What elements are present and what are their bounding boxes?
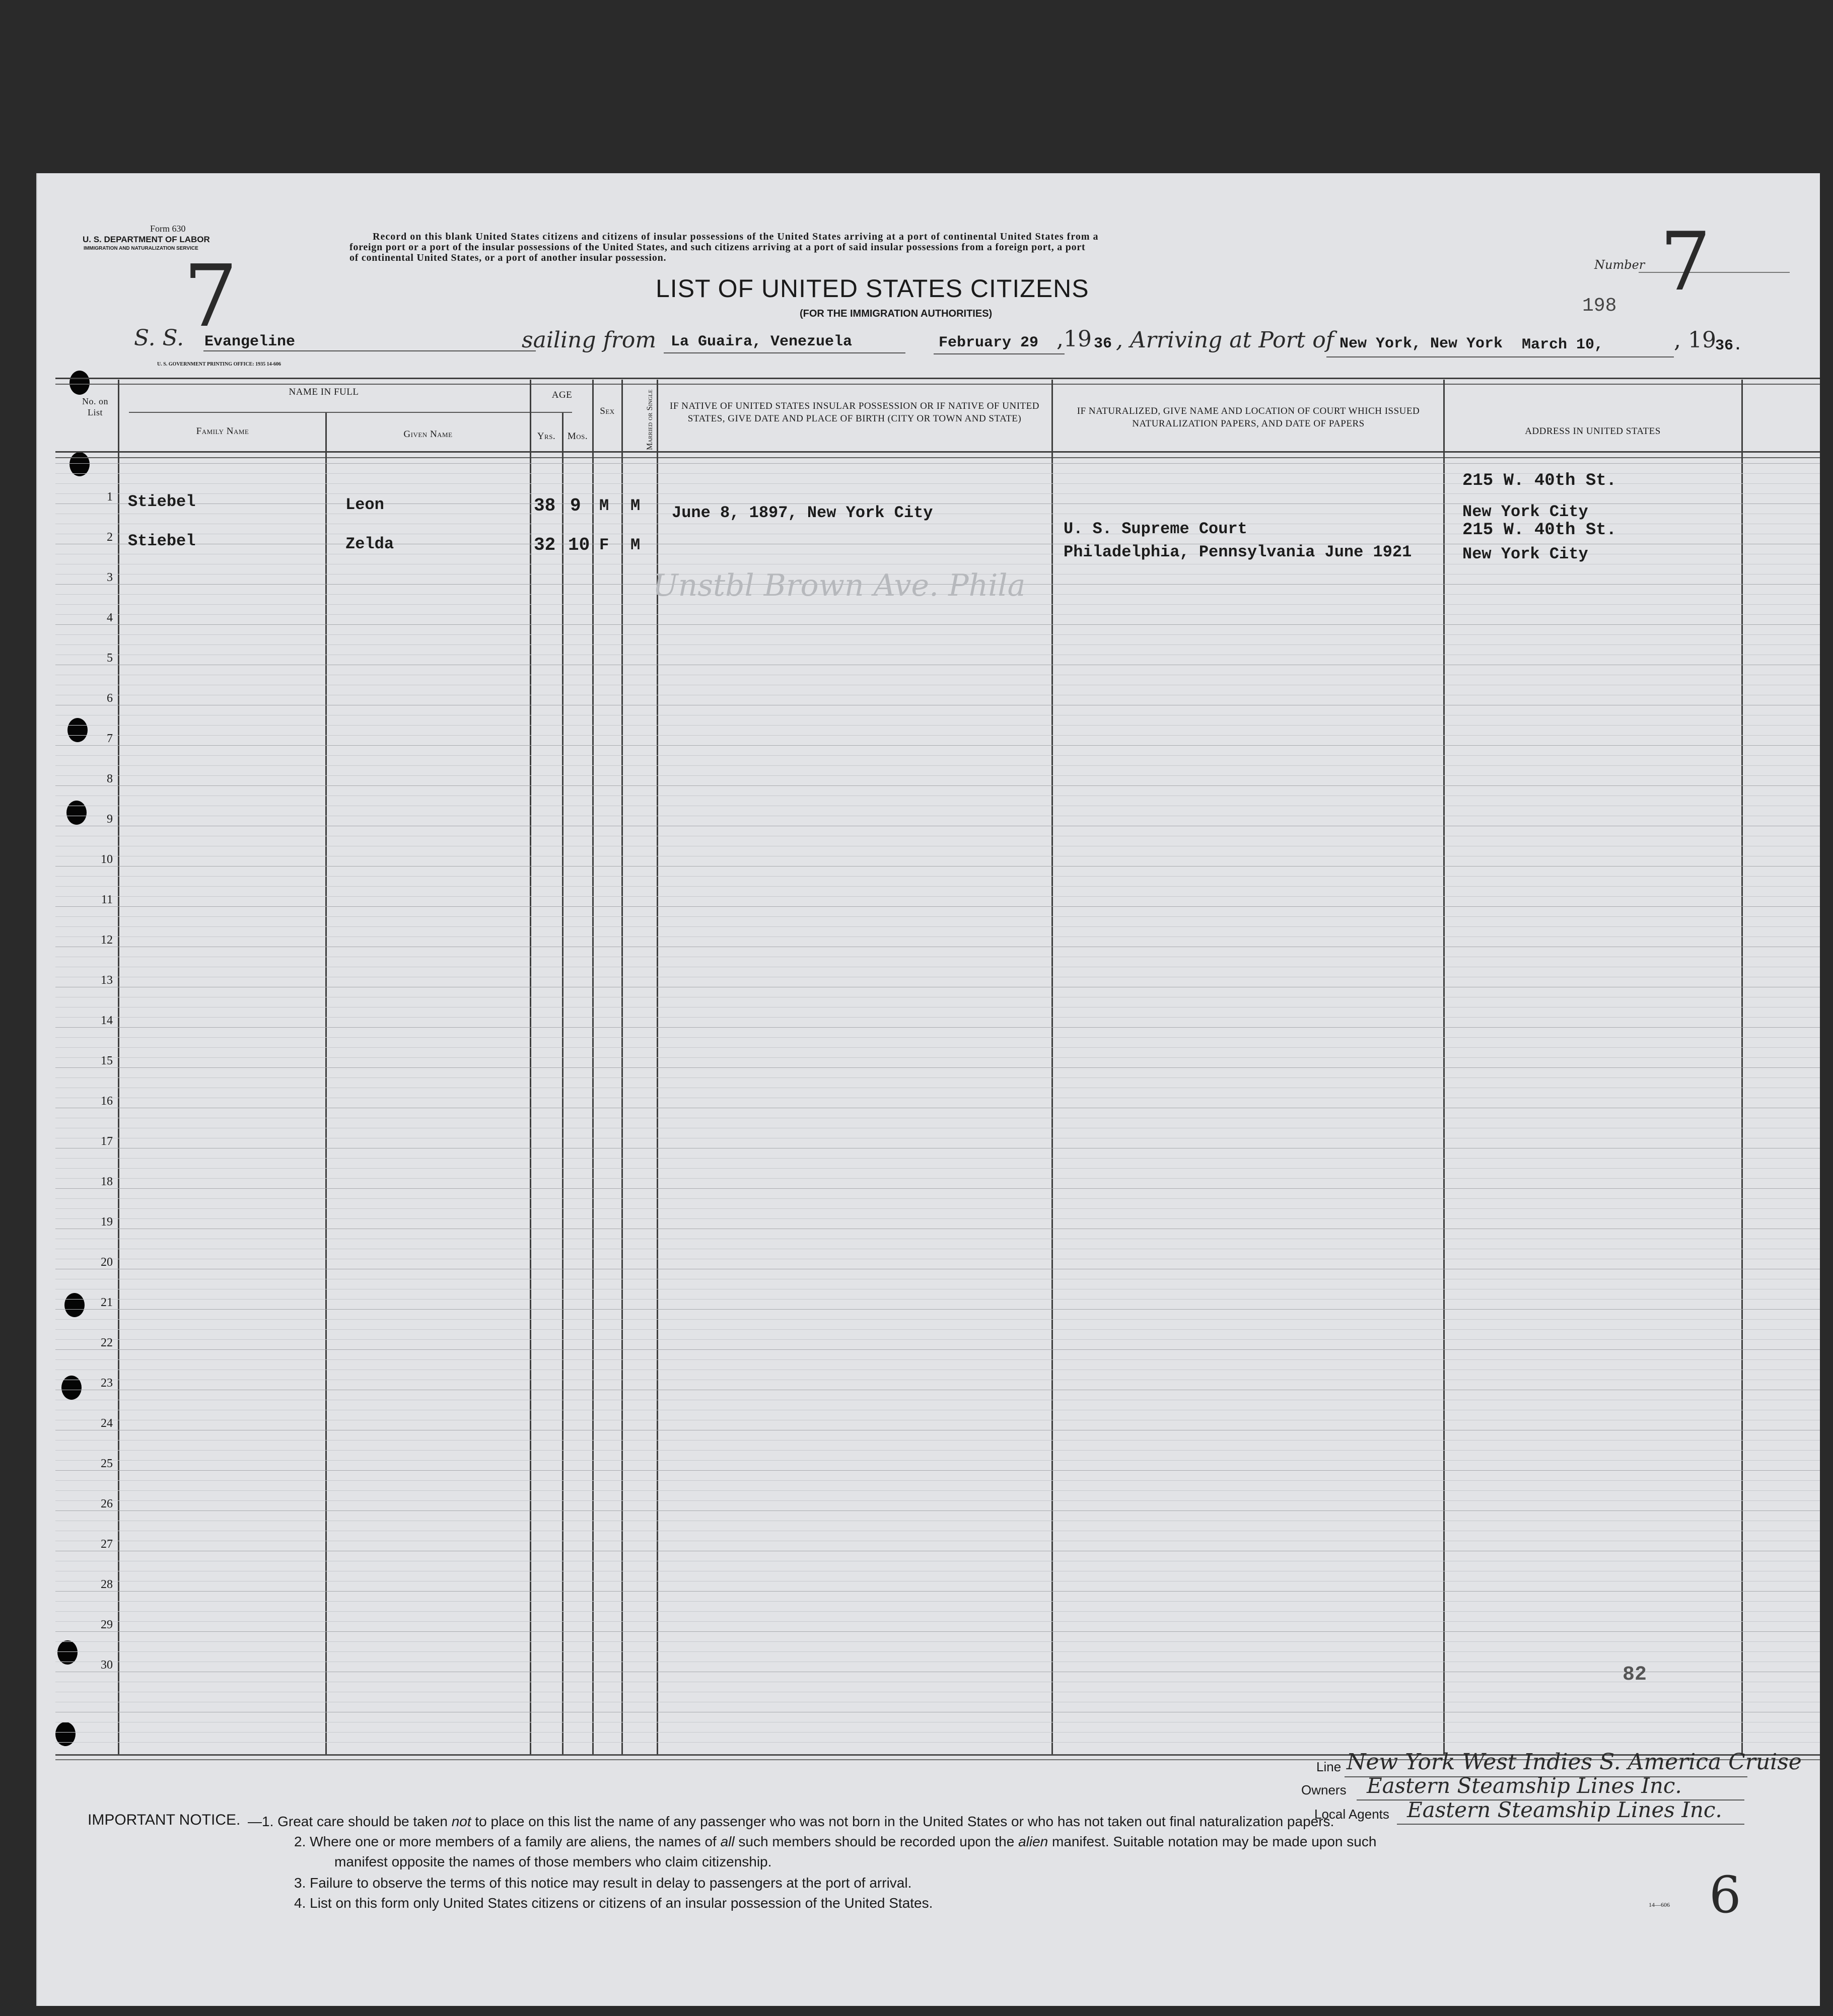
page-mark: 82 <box>1623 1664 1647 1686</box>
ruled-line <box>55 1178 1820 1179</box>
row-number: 16 <box>101 1095 113 1108</box>
notice-2-start: 2. Where one or more members of a family are aliens, the names of <box>294 1834 717 1849</box>
ruled-line <box>55 1591 1820 1592</box>
punch-hole <box>57 1640 78 1665</box>
ruled-line <box>55 614 1820 615</box>
agents-underline <box>1397 1824 1744 1825</box>
ruled-line <box>55 1329 1820 1330</box>
ruled-line <box>55 735 1820 736</box>
entry-1-mos: 9 <box>570 495 581 516</box>
ruled-line <box>55 1027 1820 1028</box>
service: IMMIGRATION AND NATURALIZATION SERVICE <box>84 246 198 251</box>
row-number: 15 <box>101 1054 113 1067</box>
ruled-line <box>55 765 1820 766</box>
row-number: 12 <box>101 933 113 947</box>
ruled-line <box>55 1168 1820 1169</box>
ruled-line <box>55 1631 1820 1632</box>
row-number: 19 <box>101 1215 113 1229</box>
col-head-age: AGE <box>551 390 573 400</box>
agents-label: Local Agents <box>1314 1807 1389 1822</box>
col-head-naturalized: IF NATURALIZED, GIVE NAME AND LOCATION OF COURT WHICH ISSUED NATURALIZATION PAPERS, AND DATE OF PAPERS <box>1077 406 1420 429</box>
manifest-sheet <box>36 173 1820 2006</box>
instructions-line-2: foreign port or a port of the insular possessions of the United States, and such citizens arriving at a port of said insular possessions from a foreign port, a port <box>349 242 1086 253</box>
row-number: 1 <box>107 490 113 503</box>
page-subtitle: (FOR THE IMMIGRATION AUTHORITIES) <box>800 308 993 319</box>
owners-label: Owners <box>1301 1782 1347 1797</box>
ruled-line <box>55 1037 1820 1038</box>
ruled-line <box>55 725 1820 726</box>
entry-2-address-2: New York City <box>1462 545 1588 563</box>
ruled-line <box>55 1349 1820 1350</box>
ruled-line <box>55 1641 1820 1642</box>
entry-1-address-2: New York City <box>1462 502 1588 521</box>
entry-1-yrs: 38 <box>534 495 556 516</box>
entry-2-address-1: 215 W. 40th St. <box>1462 521 1617 540</box>
col-line <box>118 380 119 1754</box>
ruled-line <box>55 1440 1820 1441</box>
notice-2-mid: such members should be recorded upon the <box>738 1834 1015 1849</box>
age-subrule <box>531 412 572 413</box>
ruled-line <box>55 1732 1820 1733</box>
notice-title: IMPORTANT NOTICE. <box>88 1812 241 1828</box>
entry-2-family: Stiebel <box>128 532 196 550</box>
arrival-underline <box>1326 356 1674 357</box>
table-top-rule <box>55 378 1820 379</box>
ruled-line <box>55 604 1820 605</box>
row-number: 24 <box>101 1417 113 1430</box>
row-number: 7 <box>107 732 113 745</box>
punch-hole <box>69 371 90 395</box>
row-number: 27 <box>101 1538 113 1551</box>
row-number: 4 <box>107 611 113 624</box>
ruled-line <box>55 1480 1820 1481</box>
arrival-year: 36. <box>1715 337 1743 354</box>
ruled-line <box>55 1510 1820 1511</box>
row-number: 17 <box>101 1135 113 1148</box>
ruled-line <box>55 1470 1820 1471</box>
row-number: 6 <box>107 692 113 705</box>
ss-label: S. S. <box>134 325 184 351</box>
col-head-yrs: Yrs. <box>537 431 556 442</box>
ruled-line <box>55 1319 1820 1320</box>
ruled-line <box>55 1218 1820 1219</box>
corner-mark: 7 <box>183 247 238 346</box>
entry-2-mos: 10 <box>568 535 590 555</box>
ship-name: Evangeline <box>204 333 296 350</box>
entry-2-yrs: 32 <box>534 535 556 555</box>
col-head-married: Married or Single <box>646 389 654 450</box>
ruled-line <box>55 1188 1820 1189</box>
ruled-line <box>55 1309 1820 1310</box>
col-head-sex: Sex <box>600 406 615 416</box>
entry-1-birth: June 8, 1897, New York City <box>672 503 933 522</box>
instructions-line-3: of continental United States, or a port of another insular possession. <box>349 252 667 263</box>
arrival-port: New York, New York <box>1340 335 1503 352</box>
entry-2-court-2: Philadelphia, Pennsylvania June 1921 <box>1064 543 1412 561</box>
notice-2-cont: manifest opposite the names of those members who claim citizenship. <box>334 1854 772 1869</box>
ruled-line <box>55 463 1820 464</box>
col-head-family: Family Name <box>196 426 249 437</box>
ruled-line <box>55 1742 1820 1743</box>
ruled-line <box>55 896 1820 897</box>
punch-hole <box>64 1293 85 1317</box>
ruled-line <box>55 1601 1820 1602</box>
ship-underline <box>203 350 536 351</box>
header-bottom-rule-2 <box>55 457 1820 458</box>
notice-1-not: not <box>451 1814 471 1829</box>
sail-year-prefix: ,19 <box>1056 326 1092 352</box>
punch-hole <box>69 452 90 476</box>
ruled-line <box>55 1611 1820 1612</box>
ruled-line <box>55 876 1820 877</box>
ruled-line <box>55 1651 1820 1652</box>
row-number: 11 <box>101 893 113 906</box>
sail-year: 36 <box>1094 335 1112 352</box>
row-number: 28 <box>101 1578 113 1591</box>
notice-1 <box>248 1814 1334 1830</box>
page-title: LIST OF UNITED STATES CITIZENS <box>656 274 1089 303</box>
entry-1-sex: M <box>599 496 609 515</box>
row-number: 30 <box>101 1659 113 1672</box>
header-bottom-rule <box>55 451 1820 453</box>
notice-1-end: to place on this list the name of any passenger who was not born in the United States or who has not taken out final naturalization papers. <box>475 1814 1334 1829</box>
row-number: 23 <box>101 1377 113 1390</box>
entry-1-given: Leon <box>345 495 384 514</box>
ruled-line <box>55 1299 1820 1300</box>
row-number: 9 <box>107 813 113 826</box>
ruled-line <box>55 886 1820 887</box>
sailing-label: sailing from <box>522 327 657 353</box>
number-label: Number <box>1594 258 1645 272</box>
col-head-birth: IF NATIVE OF UNITED STATES INSULAR POSSESSION OR IF NATIVE OF UNITED STATES, GIVE DATE AND PLACE OF BIRTH (CITY OR TOWN AND STATE) <box>670 401 1039 424</box>
from-port: La Guaira, Venezuela <box>671 333 853 350</box>
printer-note: U. S. GOVERNMENT PRINTING OFFICE: 1935 14-606 <box>157 362 281 367</box>
row-number: 21 <box>101 1296 113 1309</box>
instructions-line-1: Record on this blank United States citizens and citizens of insular possessions of the United States arriving at a port of continental United States from a <box>373 231 1099 242</box>
row-number: 26 <box>101 1497 113 1510</box>
ruled-line <box>55 745 1820 746</box>
col-head-address: ADDRESS IN UNITED STATES <box>1525 426 1661 437</box>
stamp-number: 198 <box>1582 295 1617 317</box>
row-number: 20 <box>101 1256 113 1269</box>
department: U. S. DEPARTMENT OF LABOR <box>83 235 210 244</box>
entry-2-sex: F <box>599 536 609 554</box>
row-number: 22 <box>101 1336 113 1349</box>
row-number: 10 <box>101 853 113 866</box>
entry-2-marital: M <box>630 536 641 554</box>
col-head-given: Given Name <box>403 429 453 440</box>
row-number: 8 <box>107 772 113 785</box>
line-value: New York West Indies S. America Cruise <box>1347 1749 1802 1775</box>
col-line <box>530 380 531 1754</box>
notice-4: 4. List on this form only United States citizens or citizens of an insular possession of the United States. <box>294 1895 933 1911</box>
punch-hole <box>66 801 87 825</box>
ruled-line <box>55 1067 1820 1068</box>
ruled-line <box>55 1621 1820 1622</box>
notice-2-all: all <box>720 1834 735 1849</box>
notice-3: 3. Failure to observe the terms of this notice may result in delay to passengers at the port of arrival. <box>294 1875 912 1891</box>
ruled-line <box>55 755 1820 756</box>
table-top-rule-2 <box>55 384 1820 385</box>
col-line <box>1051 380 1053 1754</box>
notice-2-alien: alien <box>1018 1834 1048 1849</box>
ruled-line <box>55 624 1820 625</box>
entry-1-address-1: 215 W. 40th St. <box>1462 471 1617 490</box>
ruled-line <box>55 1450 1820 1451</box>
date-underline <box>934 353 1065 354</box>
ruled-line <box>55 644 1820 645</box>
ruled-line <box>55 1208 1820 1209</box>
row-number: 13 <box>101 974 113 987</box>
entry-1-marital: M <box>630 496 641 515</box>
entry-2-given: Zelda <box>345 535 394 553</box>
ruled-line <box>55 1057 1820 1058</box>
ruled-line <box>55 493 1820 494</box>
col-line <box>1741 380 1743 1754</box>
entry-2-court-1: U. S. Supreme Court <box>1064 520 1247 538</box>
agents-value: Eastern Steamship Lines Inc. <box>1407 1797 1722 1822</box>
ruled-line <box>55 1500 1820 1501</box>
owners-value: Eastern Steamship Lines Inc. <box>1367 1773 1682 1798</box>
col-head-name-in-full: NAME IN FULL <box>289 387 359 397</box>
ruled-line <box>55 1017 1820 1018</box>
form-number: Form 630 <box>150 224 186 234</box>
ruled-line <box>55 1077 1820 1078</box>
row-number: 25 <box>101 1457 113 1470</box>
col-head-mos: Mos. <box>567 431 588 442</box>
row-number: 18 <box>101 1175 113 1188</box>
arrival-date: March 10, <box>1522 336 1604 353</box>
ruled-line <box>55 926 1820 927</box>
number-value: 7 <box>1660 214 1711 309</box>
entry-1-family: Stiebel <box>128 492 196 511</box>
line-label: Line <box>1316 1759 1342 1774</box>
col-line <box>1443 380 1445 1754</box>
ruled-line <box>55 1198 1820 1199</box>
ruled-line <box>55 906 1820 907</box>
ruled-line <box>55 1460 1820 1461</box>
ruled-line <box>55 866 1820 867</box>
from-underline <box>664 352 905 353</box>
ruled-line <box>55 775 1820 776</box>
sheet-number: 6 <box>1709 1865 1741 1924</box>
col-line <box>621 380 623 1754</box>
faint-note: Unstbl Brown Ave. Phila <box>653 568 1026 603</box>
sail-date: February 29 <box>939 334 1039 351</box>
arriving-label: , Arriving at Port of <box>1116 327 1334 353</box>
arrival-year-prefix: , 19 <box>1674 327 1716 353</box>
name-subrule <box>129 412 571 413</box>
ruled-line <box>55 1047 1820 1048</box>
ruled-line <box>55 785 1820 786</box>
form-code: 14—606 <box>1649 1901 1670 1908</box>
ruled-line <box>55 916 1820 917</box>
ruled-line <box>55 1359 1820 1360</box>
row-number: 2 <box>107 531 113 544</box>
notice-2-end: manifest. Suitable notation may be made upon such <box>1052 1834 1377 1849</box>
row-number: 14 <box>101 1014 113 1027</box>
notice-2 <box>294 1834 1376 1850</box>
ruled-line <box>55 1339 1820 1340</box>
notice-1-start: —1. Great care should be taken <box>248 1814 448 1829</box>
row-number: 29 <box>101 1618 113 1631</box>
col-head-no: No. on List <box>82 396 108 417</box>
col-line <box>592 380 594 1754</box>
ruled-line <box>55 1490 1820 1491</box>
ruled-line <box>55 634 1820 635</box>
row-number: 3 <box>107 571 113 584</box>
punch-hole <box>67 718 88 742</box>
row-number: 5 <box>107 652 113 665</box>
ruled-line <box>55 1158 1820 1159</box>
